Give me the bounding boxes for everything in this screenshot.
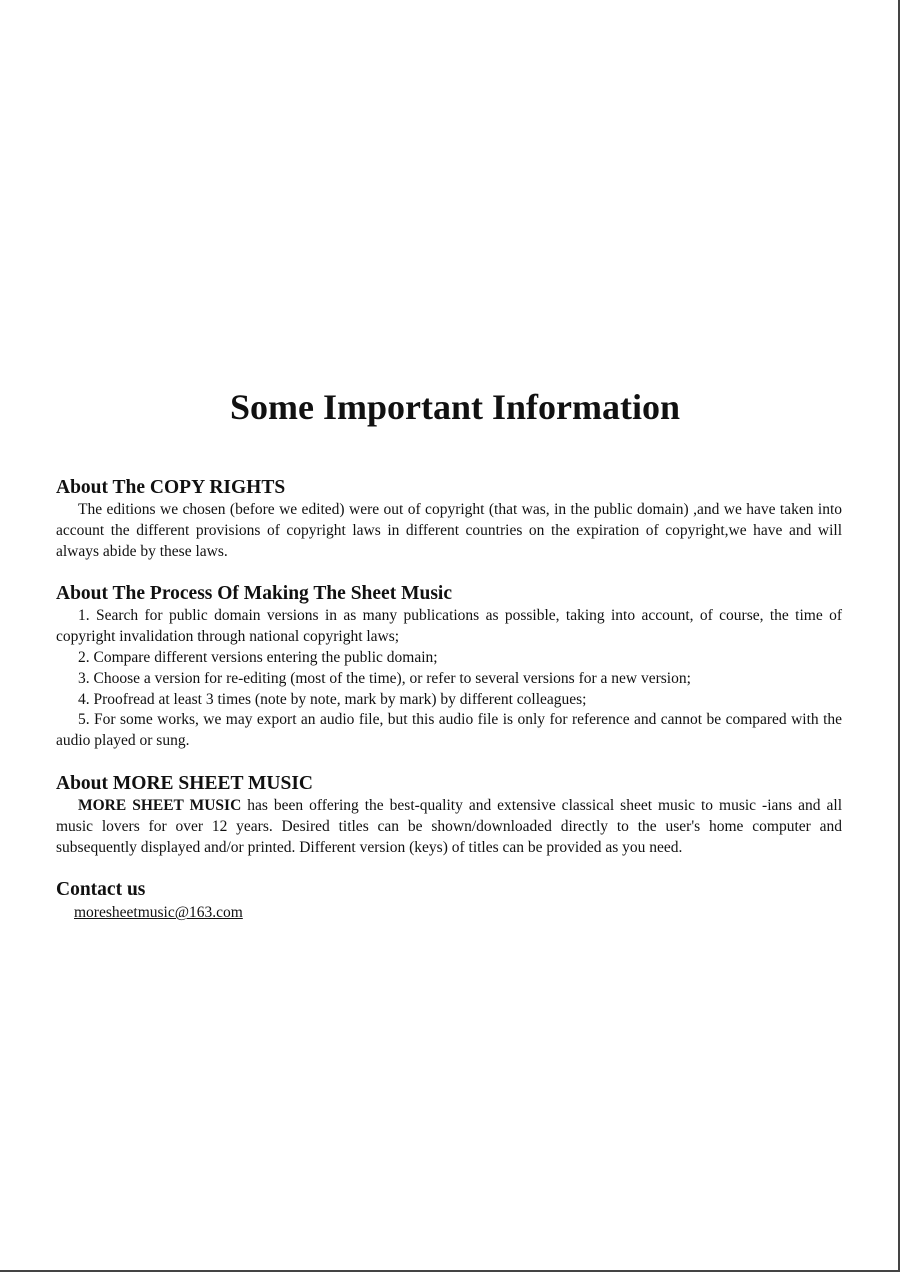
about-paragraph <box>56 796 842 858</box>
information-content <box>56 476 842 944</box>
contact-email-link[interactable]: moresheetmusic@163.com <box>74 904 243 922</box>
brand-name: MORE SHEET MUSIC <box>78 796 242 814</box>
process-heading: About The Process Of Making The Sheet Music <box>56 583 452 605</box>
copyright-section <box>56 476 842 562</box>
process-step-3: 3. Choose a version for re-editing (most of the time), or refer to several versions for a new version; <box>78 669 691 687</box>
about-heading: About MORE SHEET MUSIC <box>56 772 313 794</box>
contact-heading: Contact us <box>56 879 146 901</box>
process-step-1: 1. Search for public domain versions in as many publications as possible, taking into account, of course, the time of copyright invalidation through national copyright laws; <box>56 607 842 646</box>
process-step-2: 2. Compare different versions entering the public domain; <box>78 648 438 666</box>
page-title: Some Important Information <box>230 387 680 427</box>
contact-section <box>56 878 842 924</box>
about-section <box>56 772 842 858</box>
process-step-4: 4. Proofread at least 3 times (note by note, mark by mark) by different colleagues; <box>78 690 587 708</box>
process-section <box>56 582 842 752</box>
process-step-5: 5. For some works, we may export an audio file, but this audio file is only for reference and cannot be compared with the audio played or sung. <box>56 711 842 750</box>
copyright-heading: About The COPY RIGHTS <box>56 477 286 498</box>
about-text: has been offering the best-quality and extensive classical sheet music to music -ians and all music lovers for over 12 years. Desired titles can be shown/downloaded directly to the user's home computer and subsequently displayed and/or printed. Different version (keys) of titles can be provided as you need. <box>56 796 842 856</box>
copyright-paragraph: The editions we chosen (before we edited) were out of copyright (that was, in the public domain) ,and we have taken into account the different provisions of copyright laws in different countries on the expiration of copyright,we have and will always abide by these laws. <box>56 501 842 560</box>
